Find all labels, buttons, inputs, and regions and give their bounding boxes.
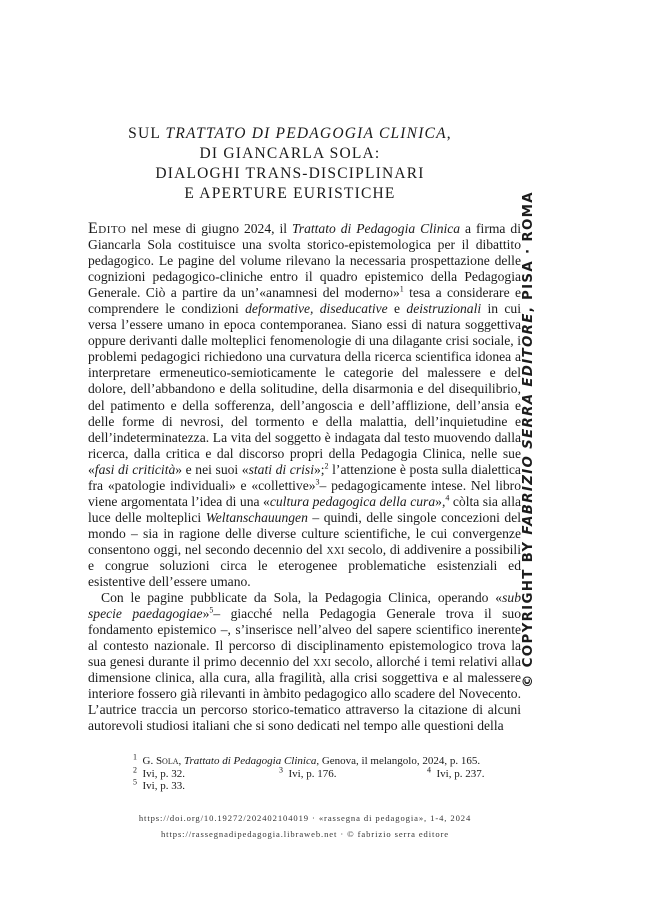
article-body [88,221,521,735]
footnote-row-3 [88,777,521,793]
dropcap-word: Edito [88,220,127,237]
title-line-2: DI GIANCARLA SOLA: [199,145,381,162]
title-line-1: SUL TRATTATO DI PEDAGOGIA CLINICA, [128,125,452,142]
footnote-4: $^4$ Ivi, p. 237. [427,765,485,780]
footnote-ref[interactable]: 1 [399,284,404,294]
article-title [0,124,580,204]
footnote-5: $^5$ Ivi, p. 33. [133,777,185,793]
footnote-3: $^3$ Ivi, p. 176. [279,765,337,780]
doi-footer[interactable]: https://doi.org/10.19272/202402104019 · «rassegna di pedagogia», 1-4, 2024 [138,813,472,823]
footnote-ref[interactable]: 2 [324,461,329,471]
footnote-row-2 [88,765,521,781]
paragraph-2: Con le pagine pubblicate da Sola, la Pedagogia Clinica, operando «sub specie paedagogiae»$^5$– giacché nella Pedagogia Generale trova il suo fondamento epistemico –, s’inserisce nell’alveo del sapere scientifico inerente al contesto nazionale. Il percorso di disciplinamento epistemologico trova la sua genesi durante il primo decennio del xxi secolo, allorché i temi relativi alla dimensione clinica, alla cura, alla fragilità, alla crisi soggettiva e al malessere interiore fossero già rilevanti in àmbito pedagogico allo scadere del Novecento. L’autrice traccia un percorso storico-tematico attraverso la citazione di alcuni autorevoli studiosi italiani che si sono dedicati nel tempo alle questioni della [88,590,521,734]
title-line-3: DIALOGHI TRANS-DISCIPLINARI [155,165,425,182]
footnote-2: $^2$ Ivi, p. 32. [133,765,185,780]
footnotes [88,752,521,793]
copyright-notice: © COPYRIGHT BY FABRIZIO SERRA EDITORE, PISA · ROMA [521,191,536,688]
paragraph-1: Edito nel mese di giugno 2024, il Trattato di Pedagogia Clinica a firma di Giancarla Sola costituisce una svolta storico-epistemologica per il dibattito pedagogico. Le pagine del volume rilevano la necessaria prospettazione delle cognizioni pedagogico-cliniche entro il quadro epistemico della Pedagogia Generale. Ciò a partire da un’«anamnesi del moderno»$^1$ tesa a considerare e comprendere le condizioni deformative, diseducative e deistruzionali in cui versa l’essere umano in epoca contemporanea. Siano essi di natura soggettiva oppure derivanti dalle molteplici fenomenologie di una dilagante crisi sociale, i problemi pedagogici richiedono una curvatura della ricerca scientifica idonea a interpretare ermeneutico-semioticamente le categorie del malessere e del dolore, dell’abbandono e della solitudine, della disarmonia e del disequilibrio, del patimento e della sofferenza, dell’angoscia e dell’afflizione, dell’ansia e delle forme di nevrosi, del tormento e della malattia, dell’inquietudine e dell’indeterminatezza. La vita del soggetto è indagata dal testo muovendo dalla ricerca, dalla critica e dal discorso propri della Pedagogia Clinica, nelle sue «fasi di criticità» e nei suoi «stati di crisi»;$^2$ l’attenzione è posta sulla dialettica fra «patologie individuali» e «collettive»$^3$– pedagogicamente intese. Nel libro viene argomentata l’idea di una «cultura pedagogica della cura»,$^4$ còlta sia alla luce delle molteplici Weltanschauungen – quindi, delle singole concezioni del mondo – sia in ragione delle diverse culture scientifiche, le cui convergenze consentono oggi, nel secondo decennio del xxi secolo, di addivenire a possibili e congrue soluzioni circa le eterogenee problematiche esistenziali ed esistentive dell’essere umano. [88,220,522,590]
footnote-ref[interactable]: 3 [315,477,320,487]
footnote-1: $^1$ G. Sola, Trattato di Pedagogia Clinica, Genova, il melangolo, 2024, p. 165. [133,752,481,767]
title-line-4: E APERTURE EURISTICHE [184,185,396,202]
website-footer[interactable]: https://rassegnadipedagogia.libraweb.net · © fabrizio serra editore [160,829,450,839]
footnote-ref[interactable]: 5 [209,605,214,615]
footnote-ref[interactable]: 4 [445,493,450,503]
